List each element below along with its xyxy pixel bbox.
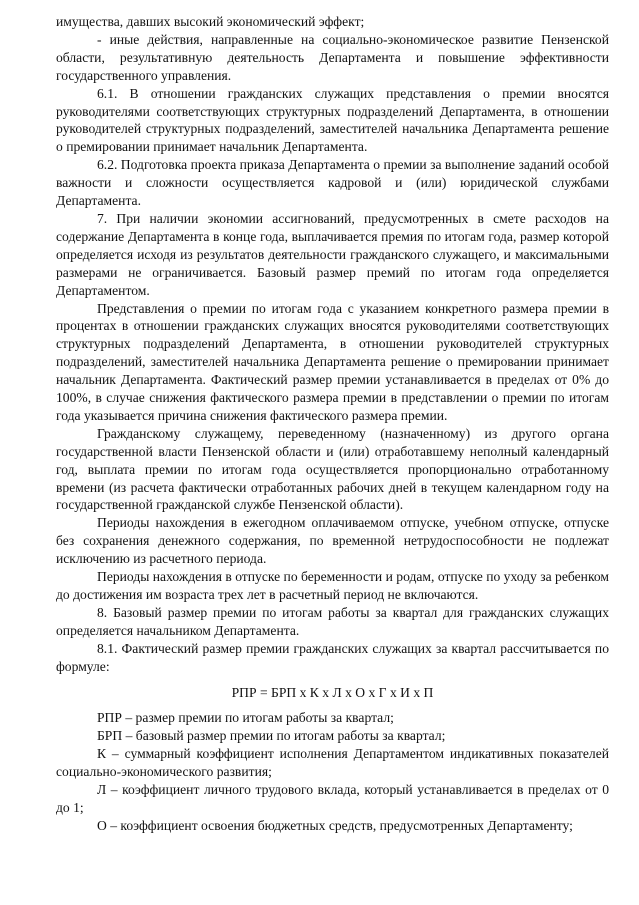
definition-item: БРП – базовый размер премии по итогам работы за квартал; bbox=[97, 728, 446, 744]
paragraph: 8.1. Фактический размер премии гражданских служащих за квартал рассчитывается по формуле: bbox=[56, 640, 609, 674]
paragraph: - иные действия, направленные на социально-экономическое развитие Пензенской области, результативную деятельность Департамента и повышение эффективности государственного управления. bbox=[56, 31, 609, 83]
paragraph: 8. Базовый размер премии по итогам работы за квартал для гражданских служащих определяется начальником Департамента. bbox=[56, 604, 609, 638]
paragraph: Периоды нахождения в отпуске по беременности и родам, отпуске по уходу за ребенком до достижения им возраста трех лет в расчетный период не включаются. bbox=[56, 569, 609, 602]
definition-item: РПР – размер премии по итогам работы за квартал; bbox=[97, 710, 394, 726]
definition-item: Л – коэффициент личного трудового вклада, который устанавливается в пределах от 0 до 1; bbox=[56, 782, 609, 815]
paragraph: 7. При наличии экономии ассигнований, предусмотренных в смете расходов на содержание Департамента в конце года, выплачивается премия по итогам года, размер которой определяется исходя из результатов деятельности гражданского служащего, и максимальными размерами не ограничивается. Базовый размер премий по итогам года определяется Департаментом. bbox=[56, 210, 609, 298]
paragraph: 6.1. В отношении гражданских служащих представления о премии вносятся руководителями соответствующих структурных подразделений Департамента, в отношении руководителей структурных подразделений, заместителей начальника Департамента решение о премировании принимает начальник Департамента. bbox=[56, 85, 609, 155]
paragraph: Периоды нахождения в ежегодном оплачиваемом отпуске, учебном отпуске, отпуске без сохранения денежного содержания, по временной нетрудоспособности не подлежат исключению из расчетного периода. bbox=[56, 515, 609, 567]
paragraph: 6.2. Подготовка проекта приказа Департамента о премии за выполнение заданий особой важности и сложности осуществляется кадровой и (или) юридической службами Департамента. bbox=[56, 157, 609, 209]
definition-item: О – коэффициент освоения бюджетных средств, предусмотренных Департаменту; bbox=[97, 817, 573, 833]
paragraph: имущества, давших высокий экономический эффект; bbox=[56, 14, 365, 29]
document-page bbox=[56, 13, 609, 835]
definition-item: К – суммарный коэффициент исполнения Департаментом индикативных показателей социально-экономического развития; bbox=[56, 746, 609, 780]
paragraph: Представления о премии по итогам года с указанием конкретного размера премии в процентах в отношении гражданских служащих вносятся руководителями соответствующих структурных подразделений Департамента, в отношении руководителей структурных подразделений, заместителей начальника Департамента решение о премировании принимает начальник Департамента. Фактический размер премии устанавливается в пределах от 0% до 100%, в случае снижения фактического размера премии в представлении о премии по итогам года указывается причина снижения фактического размера премии. bbox=[56, 300, 609, 423]
paragraph: Гражданскому служащему, переведенному (назначенному) из другого органа государственной власти Пензенской области и (или) отработавшему неполный календарный год, выплата премии по итогам года осуществляется пропорционально отработанному времени (из расчета фактически отработанных рабочих дней в текущем календарном году на государственной гражданской службе Пензенской области). bbox=[56, 425, 609, 513]
formula: РПР = БРП х К х Л х О х Г х И х П bbox=[231, 684, 434, 700]
